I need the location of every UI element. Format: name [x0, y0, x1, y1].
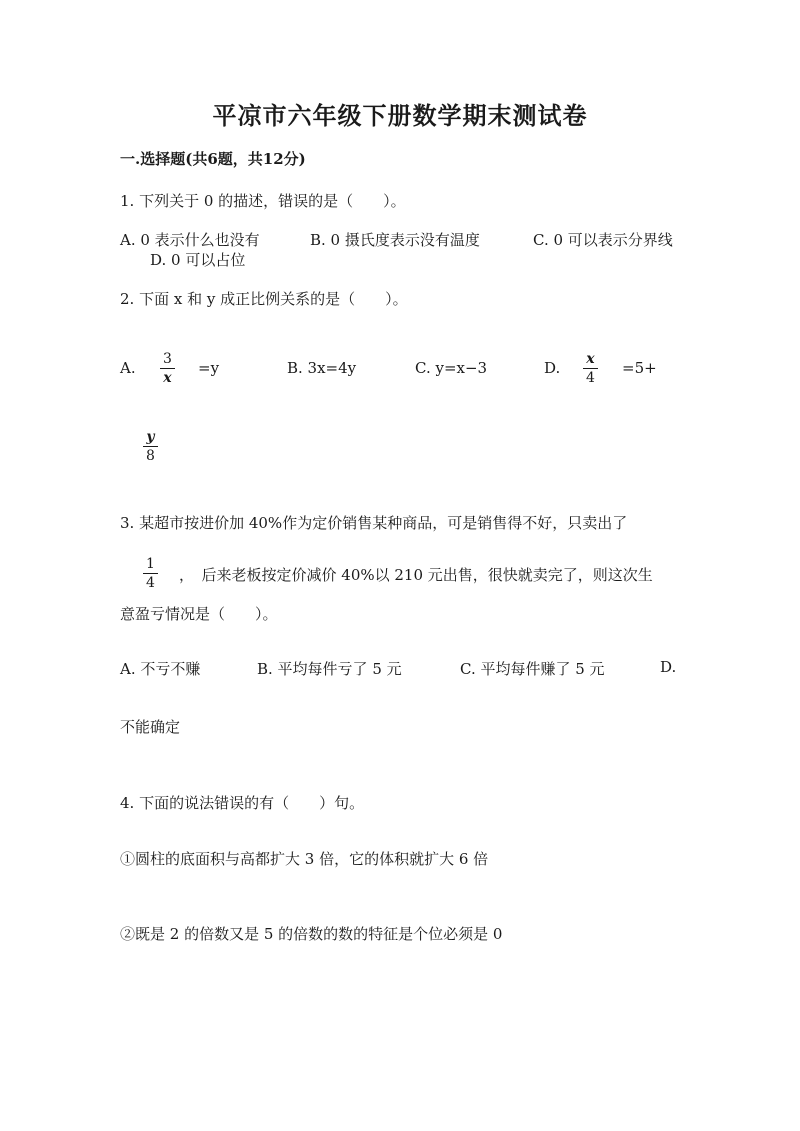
question-1-option-d: D. 0 可以占位: [150, 251, 246, 269]
fraction-numerator: 3: [163, 351, 172, 367]
question-2-option-a-fraction: [160, 352, 175, 385]
fraction-denominator: 8: [143, 446, 158, 463]
question-3-stem-line-1: 3. 某超市按进价加 40%作为定价销售某种商品，可是销售得不好，只卖出了: [120, 514, 628, 532]
question-1-option-a: A. 0 表示什么也没有: [120, 231, 260, 249]
question-2-option-d-fraction-continued: [143, 430, 158, 463]
question-3-stem-line-3: 意盈亏情况是（ ）。: [120, 605, 278, 623]
section-heading: 一.选择题(共6题，共12分): [120, 150, 306, 168]
question-4-statement-1: ①圆柱的底面积与高都扩大 3 倍，它的体积就扩大 6 倍: [120, 850, 489, 868]
question-3-stem-line-2: ， 后来老板按定价减价 40%以 210 元出售，很快就卖完了，则这次生: [179, 566, 653, 584]
question-2-option-a-tail: =y: [198, 359, 220, 377]
question-1-stem: 1. 下列关于 0 的描述，错误的是（ ）。: [120, 192, 406, 210]
question-2-option-d-fraction: [583, 352, 598, 385]
question-3-fraction: [143, 557, 158, 590]
question-2-option-b: B. 3x=4y: [287, 359, 357, 377]
fraction-numerator: y: [146, 429, 155, 445]
question-2-option-a-label: A.: [120, 359, 136, 377]
fraction-denominator: x: [160, 368, 174, 385]
question-2-option-d-label: D.: [544, 359, 561, 377]
question-1-option-c: C. 0 可以表示分界线: [533, 231, 673, 249]
question-1-option-b: B. 0 摄氏度表示没有温度: [310, 231, 480, 249]
question-2-option-c: C. y=x−3: [415, 359, 488, 377]
fraction-numerator: x: [586, 351, 595, 367]
question-4-stem: 4. 下面的说法错误的有（ ）句。: [120, 794, 365, 812]
question-3-option-d: D.: [660, 658, 677, 676]
question-4-statement-2: ②既是 2 的倍数又是 5 的倍数的数的特征是个位必须是 0: [120, 925, 503, 943]
question-3-option-c: C. 平均每件赚了 5 元: [460, 660, 605, 678]
fraction-denominator: 4: [143, 573, 158, 590]
question-3-option-a: A. 不亏不赚: [120, 660, 201, 678]
question-3-option-b: B. 平均每件亏了 5 元: [257, 660, 402, 678]
page-title: 平凉市六年级下册数学期末测试卷: [212, 101, 588, 130]
question-2-option-d-tail: =5+: [622, 359, 657, 377]
fraction-denominator: 4: [583, 368, 598, 385]
question-3-option-d-text: 不能确定: [120, 718, 181, 736]
question-2-stem: 2. 下面 x 和 y 成正比例关系的是（ ）。: [120, 290, 408, 308]
fraction-numerator: 1: [146, 556, 155, 572]
